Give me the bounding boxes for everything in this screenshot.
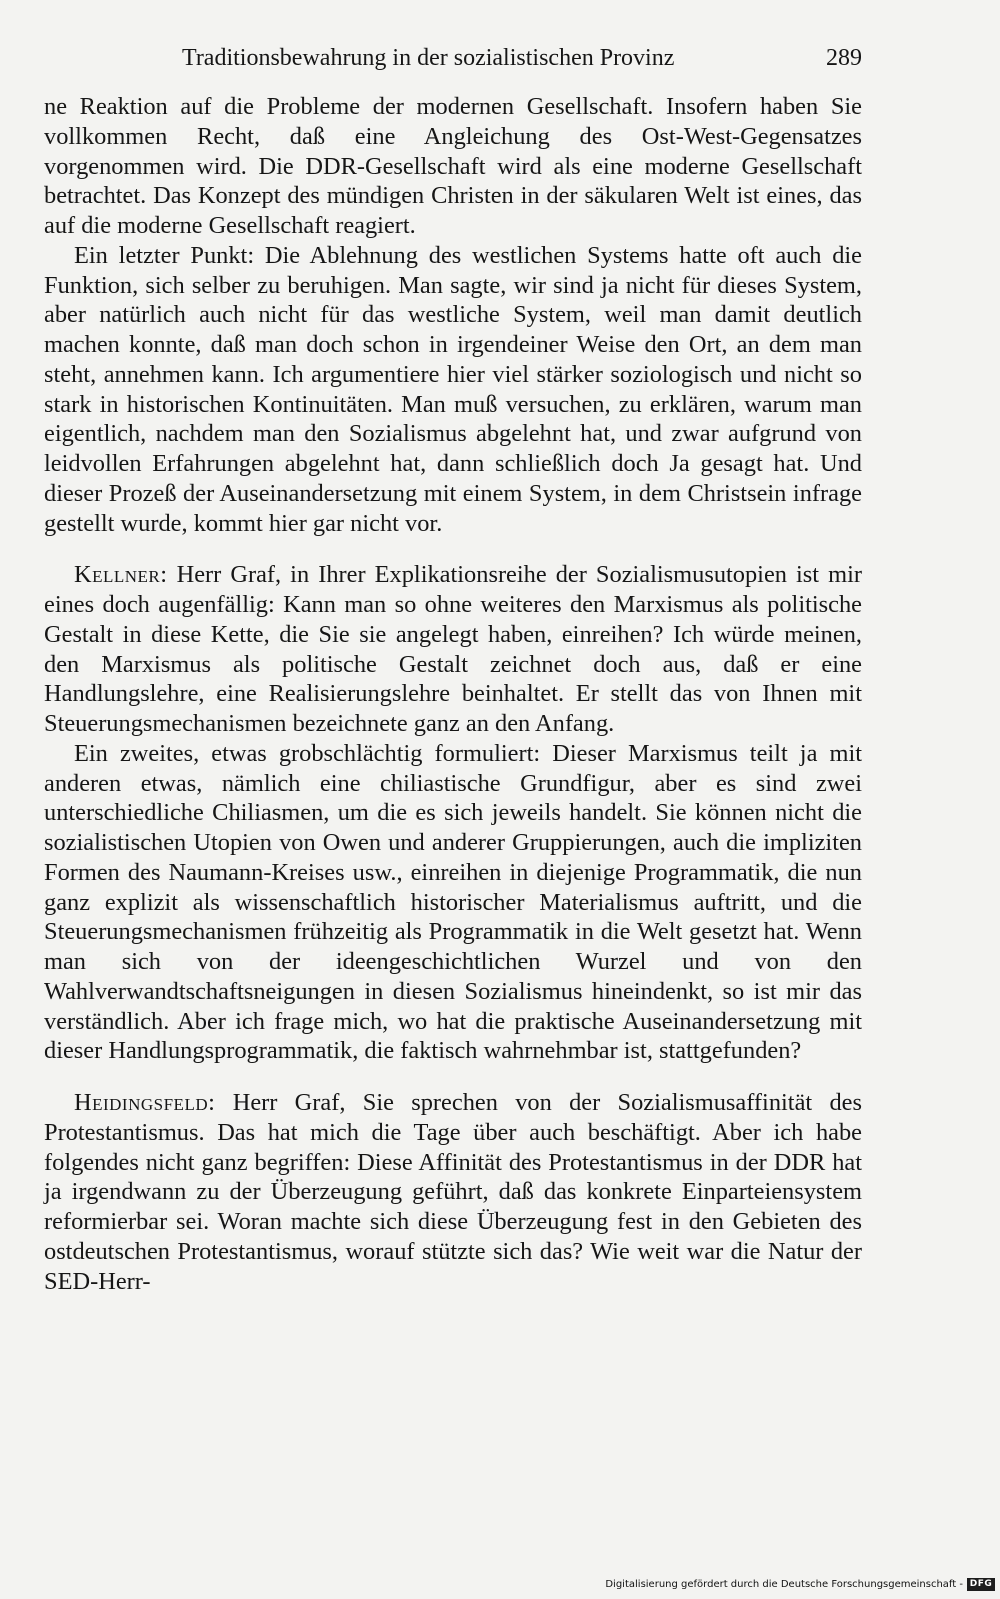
paragraph (44, 241, 862, 539)
page-number: 289 (826, 45, 862, 71)
paragraph-text: ne Reaktion auf die Probleme der modernen Gesellschaft. Insofern haben Sie vollkommen Recht, daß eine Angleichung des Ost-West-Gegensatzes vorgenommen wird. Die DDR-Gesellschaft wird als eine moderne Gesellschaft betrachtet. Das Konzept des mündigen Christen in der säkularen Welt ist eines, das auf die moderne Gesellschaft reagiert. (44, 93, 862, 239)
footer-credit: Digitalisierung gefördert durch die Deutsche Forschungsgemeinschaft - (605, 1578, 963, 1590)
paragraph-text: Ein zweites, etwas grobschlächtig formuliert: Dieser Marxismus teilt ja mit anderen etwas, nämlich eine chiliastische Grundfigur, aber es sind zwei unterschiedliche Chiliasmen, um die es sich jeweils handelt. Sie können nicht die sozialistischen Utopien von Owen und anderer Gruppierungen, auch die impliziten Formen des Naumann-Kreises usw., einreihen in diejenige Programmatik, die nun ganz explizit als wissenschaftlich historischer Materialismus auftritt, und die Steuerungsmechanismen frühzeitig als Programmatik in die Welt gesetzt hat. Wenn man sich von der ideengeschichtlichen Wurzel und von den Wahlverwandtschaftsneigungen in diesen Sozialismus hineindenkt, so ist mir das verständlich. Aber ich frage mich, wo hat die praktische Auseinandersetzung mit dieser Handlungsprogrammatik, die faktisch wahrnehmbar ist, stattgefunden? (44, 739, 862, 1065)
speaker-paragraph (44, 560, 862, 739)
paragraph (44, 739, 862, 1066)
speaker-name: Heidingsfeld: (74, 1089, 216, 1116)
digitization-footer (605, 1574, 995, 1594)
body-text (44, 92, 862, 1296)
paragraph-text: Herr Graf, in Ihrer Explikationsreihe der Sozialismusutopien ist mir eines doch augenfällig: Kann man so ohne weiteres den Marxismus als politische Gestalt in diese Kette, die Sie sie angelegt haben, einreihen? Ich würde meinen, den Marxismus als politische Gestalt zeichnet doch aus, daß er eine Handlungslehre, eine Realisierungslehre beinhaltet. Er stellt das von Ihnen mit Steuerungsmechanismen bezeichnete ganz an den Anfang. (44, 561, 862, 737)
running-head-title: Traditionsbewahrung in der sozialistischen Provinz (182, 45, 675, 71)
paragraph-text: Herr Graf, Sie sprechen von der Sozialismusaffinität des Protestantismus. Das hat mich die Tage über auch beschäftigt. Aber ich habe folgendes nicht ganz begriffen: Diese Affinität des Protestantismus in der DDR hat ja irgendwann zu der Überzeugung geführt, daß das konkrete Einparteiensystem reformierbar sei. Woran machte sich diese Überzeugung fest in den Gebieten des ostdeutschen Protestantismus, worauf stützte sich das? Wie weit war die Natur der SED-Herr- (44, 1089, 862, 1295)
dfg-logo-icon: DFG (967, 1578, 995, 1591)
paragraph-text: Ein letzter Punkt: Die Ablehnung des westlichen Systems hatte oft auch die Funktion, sich selber zu beruhigen. Man sagte, wir sind ja nicht für dieses System, aber natürlich auch nicht für das westliche System, weil man damit deutlich machen konnte, daß man doch schon in irgendeiner Weise den Ort, an dem man steht, annehmen kann. Ich argumentiere hier viel stärker soziologisch und nicht so stark in historischen Kontinuitäten. Man muß versuchen, zu erklären, warum man eigentlich, nachdem man den Sozialismus abgelehnt hat, und zwar aufgrund von leidvollen Erfahrungen abgelehnt hat, dann schließlich doch Ja gesagt hat. Und dieser Prozeß der Auseinandersetzung mit einem System, in dem Christsein infrage gestellt wurde, kommt hier gar nicht vor. (44, 241, 862, 537)
speaker-name: Kellner: (74, 561, 168, 589)
book-page (44, 40, 862, 1296)
running-head (44, 40, 862, 76)
paragraph (44, 92, 862, 241)
speaker-paragraph (44, 1088, 862, 1296)
